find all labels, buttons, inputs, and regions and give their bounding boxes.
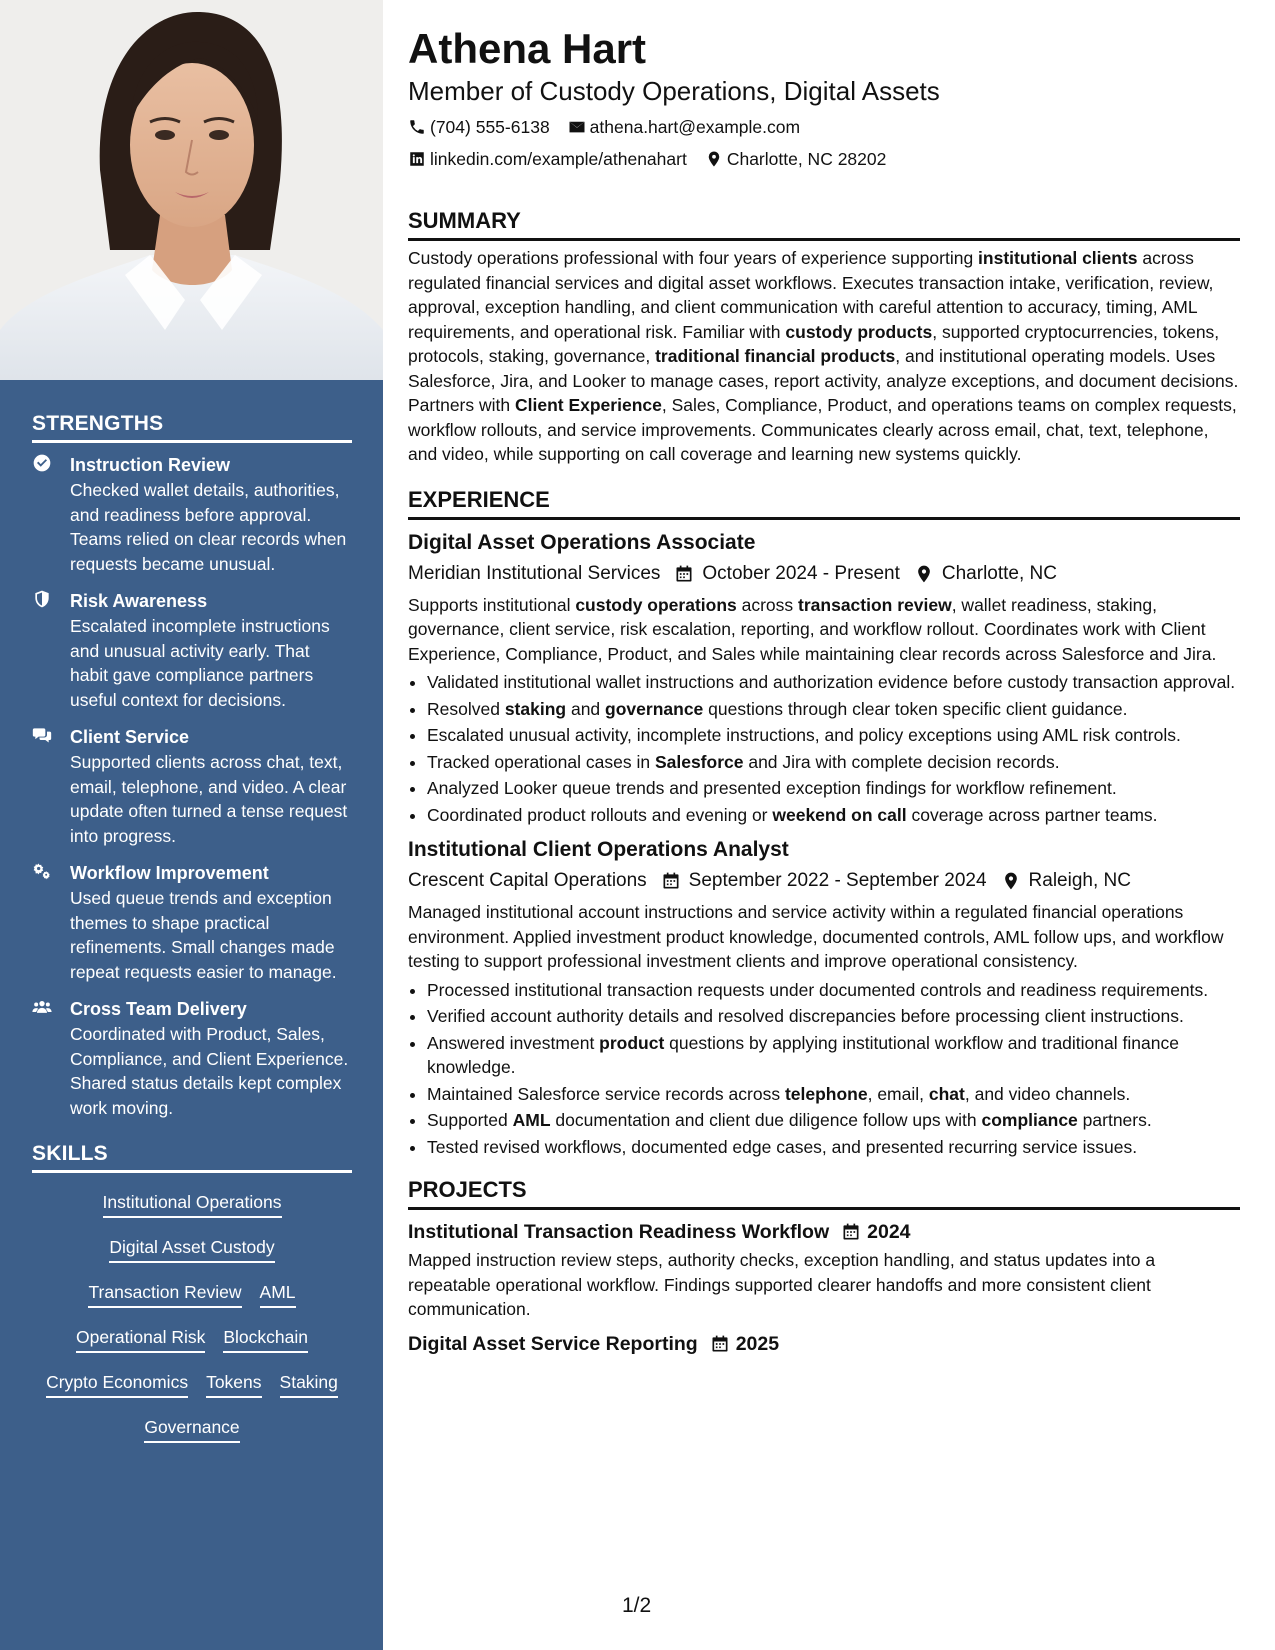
skill-tag: Blockchain xyxy=(223,1326,308,1353)
skill-tag: Institutional Operations xyxy=(103,1191,282,1218)
bold-text: institutional clients xyxy=(978,248,1138,268)
envelope-icon xyxy=(568,118,586,136)
bold-text: custody operations xyxy=(575,594,737,615)
phone-icon xyxy=(408,118,426,136)
calendar-icon xyxy=(710,1334,730,1354)
job-bullet xyxy=(427,670,1240,695)
users-icon xyxy=(32,997,56,1021)
job-bullet xyxy=(427,1031,1240,1080)
text-run: questions by applying institutional workflow and traditional finance knowledge. xyxy=(427,1032,1179,1077)
sidebar-content xyxy=(32,412,352,1443)
map-pin-icon xyxy=(705,150,723,168)
chat-bubbles-icon xyxy=(32,725,56,749)
job-bullets xyxy=(408,978,1240,1160)
experience-list xyxy=(408,528,1240,1160)
job-bullet xyxy=(427,1004,1240,1029)
strength-desc: Escalated incomplete instructions and unusual activity early. That habit gave compliance partners useful context for decisions. xyxy=(70,616,330,710)
skill-tag: Transaction Review xyxy=(88,1281,241,1308)
text-run: , and video channels. xyxy=(964,1083,1131,1104)
text-run: and Jira with complete decision records. xyxy=(743,751,1060,772)
strength-desc: Checked wallet details, authorities, and readiness before approval. Teams relied on clear records when requests became unusual. xyxy=(70,480,347,574)
text-run: Answered investment xyxy=(427,1032,600,1053)
bold-text: compliance xyxy=(981,1110,1078,1130)
strength-item xyxy=(32,453,352,576)
bold-text: traditional financial products xyxy=(655,346,896,366)
page-number: 1/2 xyxy=(622,1594,652,1617)
text-run: Processed institutional transaction requests under documented controls and readiness requirements. xyxy=(427,979,1209,1000)
job-dates xyxy=(674,560,900,588)
project-entry xyxy=(408,1218,1240,1322)
text-run: Resolved xyxy=(427,698,505,719)
gears-icon xyxy=(32,861,56,885)
company-text: Crescent Capital Operations xyxy=(408,870,647,891)
strength-text xyxy=(70,997,352,1120)
text-run: , Sales, Compliance, Product, and operations teams on complex requests, workflow rollouts, and service improvements. Communicates clearly across email, chat, text, telephone, and video, while supporting on call coverage and learning new systems quickly. xyxy=(408,395,1237,464)
project-year: 2024 xyxy=(867,1221,911,1243)
job-bullet xyxy=(427,750,1240,775)
contact-row-1 xyxy=(408,114,1240,140)
strength-title: Workflow Improvement xyxy=(70,863,269,883)
strength-text xyxy=(70,589,352,712)
job-bullet xyxy=(427,697,1240,722)
job-bullet xyxy=(427,803,1240,828)
job-dates xyxy=(661,867,987,895)
linkedin-text[interactable]: linkedin.com/example/athenahart xyxy=(430,149,687,169)
text-run: Managed institutional account instructions and service activity within a regulated financial operations environment. Applied investment product knowledge, documented controls, AML follow ups, and workflow testing to support professional investment clients and improve operational consistency. xyxy=(408,902,1224,971)
text-run: , email, xyxy=(867,1083,929,1104)
location-text: Raleigh, NC xyxy=(1028,870,1131,891)
location-text: Charlotte, NC 28202 xyxy=(726,149,887,169)
check-circle-icon xyxy=(32,453,56,477)
bold-text: Client Experience xyxy=(514,395,662,415)
job-bullet xyxy=(427,723,1240,748)
text-run: Escalated unusual activity, incomplete instructions, and policy exceptions using AML risk controls. xyxy=(427,725,1181,745)
text-run: Maintained Salesforce service records across xyxy=(427,1083,785,1104)
job-bullet xyxy=(427,1135,1240,1160)
skills-list xyxy=(32,1183,352,1443)
phone-text: (704) 555-6138 xyxy=(430,117,550,137)
strength-desc: Coordinated with Product, Sales, Compliance, and Client Experience. Shared status details kept complex work moving. xyxy=(70,1024,349,1118)
text-run: partners. xyxy=(1077,1110,1152,1130)
project-title: Digital Asset Service Reporting xyxy=(408,1332,698,1355)
bold-text: transaction review xyxy=(798,594,952,615)
job-bullet xyxy=(427,1082,1240,1107)
project-header xyxy=(408,1330,1240,1358)
skill-tag: Crypto Economics xyxy=(46,1371,188,1398)
job-title: Digital Asset Operations Associate xyxy=(408,530,756,554)
job-entry xyxy=(408,835,1240,1159)
company-text: Meridian Institutional Services xyxy=(408,562,661,584)
bold-text: governance xyxy=(605,698,704,719)
linkedin-icon xyxy=(408,150,426,168)
strength-desc: Supported clients across chat, text, email, telephone, and video. A clear update often turned a tense request into progress. xyxy=(70,752,348,846)
job-bullets xyxy=(408,670,1240,827)
email-contact[interactable] xyxy=(568,114,800,140)
strength-title: Risk Awareness xyxy=(70,591,208,611)
strength-item xyxy=(32,589,352,712)
bold-text: staking xyxy=(504,698,567,719)
calendar-icon xyxy=(661,871,681,891)
text-run: Tracked operational cases in xyxy=(427,751,655,772)
map-pin-icon xyxy=(1001,871,1021,891)
job-bullet xyxy=(427,776,1240,801)
skill-tag: Digital Asset Custody xyxy=(109,1236,274,1263)
strength-item xyxy=(32,861,352,984)
skill-tag: Staking xyxy=(280,1371,338,1398)
job-title: Institutional Client Operations Analyst xyxy=(408,838,789,861)
strength-title: Instruction Review xyxy=(70,455,231,475)
job-summary xyxy=(408,593,1240,667)
text-run: and xyxy=(566,698,606,719)
bold-text: chat xyxy=(928,1083,965,1104)
strengths-list xyxy=(32,453,352,1120)
profile-photo xyxy=(0,0,383,380)
job-bullet xyxy=(427,978,1240,1003)
dates-text: September 2022 - September 2024 xyxy=(688,870,987,891)
sidebar xyxy=(0,0,383,1650)
calendar-icon xyxy=(674,564,694,584)
job-location xyxy=(914,560,1057,588)
skill-tag: AML xyxy=(260,1281,296,1308)
job-location xyxy=(1001,867,1131,895)
strength-text xyxy=(70,725,352,848)
candidate-role: Member of Custody Operations, Digital Assets xyxy=(408,76,940,106)
linkedin-contact[interactable] xyxy=(408,146,687,172)
text-run: across regulated financial services and digital asset workflows. Executes transaction intake, verification, review, approval, exception handling, and client communication with careful attention to accuracy, timing, AML requirements, and operational risk. Familiar with xyxy=(408,248,1214,342)
location-contact xyxy=(705,146,887,172)
text-run: across xyxy=(736,594,799,615)
text-run: documentation and client due diligence follow ups with xyxy=(550,1110,982,1130)
projects-list xyxy=(408,1218,1240,1358)
text-run: , supported cryptocurrencies, tokens, protocols, staking, governance, xyxy=(408,321,1220,366)
projects-heading: PROJECTS xyxy=(408,1175,1240,1210)
project-year: 2025 xyxy=(735,1332,780,1355)
experience-heading: EXPERIENCE xyxy=(408,485,1240,520)
job-summary xyxy=(408,900,1240,974)
strength-item xyxy=(32,725,352,848)
project-desc: Mapped instruction review steps, authority checks, exception handling, and status updates into a repeatable operational workflow. Findings supported clearer handoffs and more consistent client communication. xyxy=(408,1250,1156,1319)
text-run: Validated institutional wallet instructions and authorization evidence before custody transaction approval. xyxy=(427,672,1236,692)
email-text[interactable]: athena.hart@example.com xyxy=(589,117,801,137)
job-bullet xyxy=(427,1108,1240,1133)
text-run: Supports institutional xyxy=(408,594,576,615)
skill-tag: Governance xyxy=(144,1416,239,1443)
text-run: Analyzed Looker queue trends and presented exception findings for workflow refinement. xyxy=(427,778,1117,798)
bold-text: weekend on call xyxy=(772,804,907,825)
summary-text xyxy=(408,246,1240,467)
text-run: Supported xyxy=(427,1110,513,1130)
candidate-name: Athena Hart xyxy=(408,25,647,72)
strength-text xyxy=(70,861,352,984)
text-run: coverage across partner teams. xyxy=(906,804,1158,825)
project-entry xyxy=(408,1330,1240,1358)
map-pin-icon xyxy=(914,564,934,584)
text-run: Tested revised workflows, documented edge cases, and presented recurring service issues. xyxy=(427,1136,1138,1157)
skill-tag: Operational Risk xyxy=(76,1326,205,1353)
strength-title: Client Service xyxy=(70,727,190,747)
bold-text: Salesforce xyxy=(654,751,744,772)
text-run: , and institutional operating models. Uses Salesforce, Jira, and Looker to manage cases, report activity, analyze exceptions, and document decisions. Partners with xyxy=(408,346,1239,415)
project-header xyxy=(408,1218,1240,1246)
text-run: Coordinated product rollouts and evening or xyxy=(427,804,773,825)
bold-text: telephone xyxy=(784,1083,868,1104)
calendar-icon xyxy=(841,1222,861,1242)
strength-item xyxy=(32,997,352,1120)
strength-text xyxy=(70,453,352,576)
skills-heading: SKILLS xyxy=(32,1142,352,1173)
text-run: , wallet readiness, staking, governance, client service, risk escalation, reporting, and workflow rollout. Coordinates work with Client Experience, Compliance, Product, and Sales while maintaining clear records across Salesforce and Jira. xyxy=(408,594,1217,664)
contact-row-2 xyxy=(408,146,1240,172)
bold-text: custody products xyxy=(785,321,933,342)
summary-heading: SUMMARY xyxy=(408,206,1240,241)
strength-desc: Used queue trends and exception themes to shape practical refinements. Small changes made repeat requests easier to manage. xyxy=(70,888,337,982)
strengths-heading: STRENGTHS xyxy=(32,412,352,443)
bold-text: product xyxy=(599,1032,665,1053)
main-content xyxy=(408,0,1240,1358)
text-run: questions through clear token specific client guidance. xyxy=(703,698,1128,719)
dates-text: October 2024 - Present xyxy=(702,562,900,584)
job-company xyxy=(408,867,647,895)
strength-title: Cross Team Delivery xyxy=(70,999,247,1019)
job-meta xyxy=(408,867,1240,895)
job-meta xyxy=(408,560,1240,588)
job-company xyxy=(408,560,660,588)
bold-text: AML xyxy=(512,1110,551,1130)
location-text: Charlotte, NC xyxy=(941,562,1057,584)
project-title: Institutional Transaction Readiness Workflow xyxy=(408,1221,830,1243)
job-entry xyxy=(408,528,1240,828)
text-run: Custody operations professional with four years of experience supporting xyxy=(408,248,979,268)
skill-tag: Tokens xyxy=(206,1371,261,1398)
text-run: Verified account authority details and resolved discrepancies before processing client instructions. xyxy=(427,1006,1184,1026)
phone-contact xyxy=(408,114,550,140)
shield-icon xyxy=(32,589,56,613)
